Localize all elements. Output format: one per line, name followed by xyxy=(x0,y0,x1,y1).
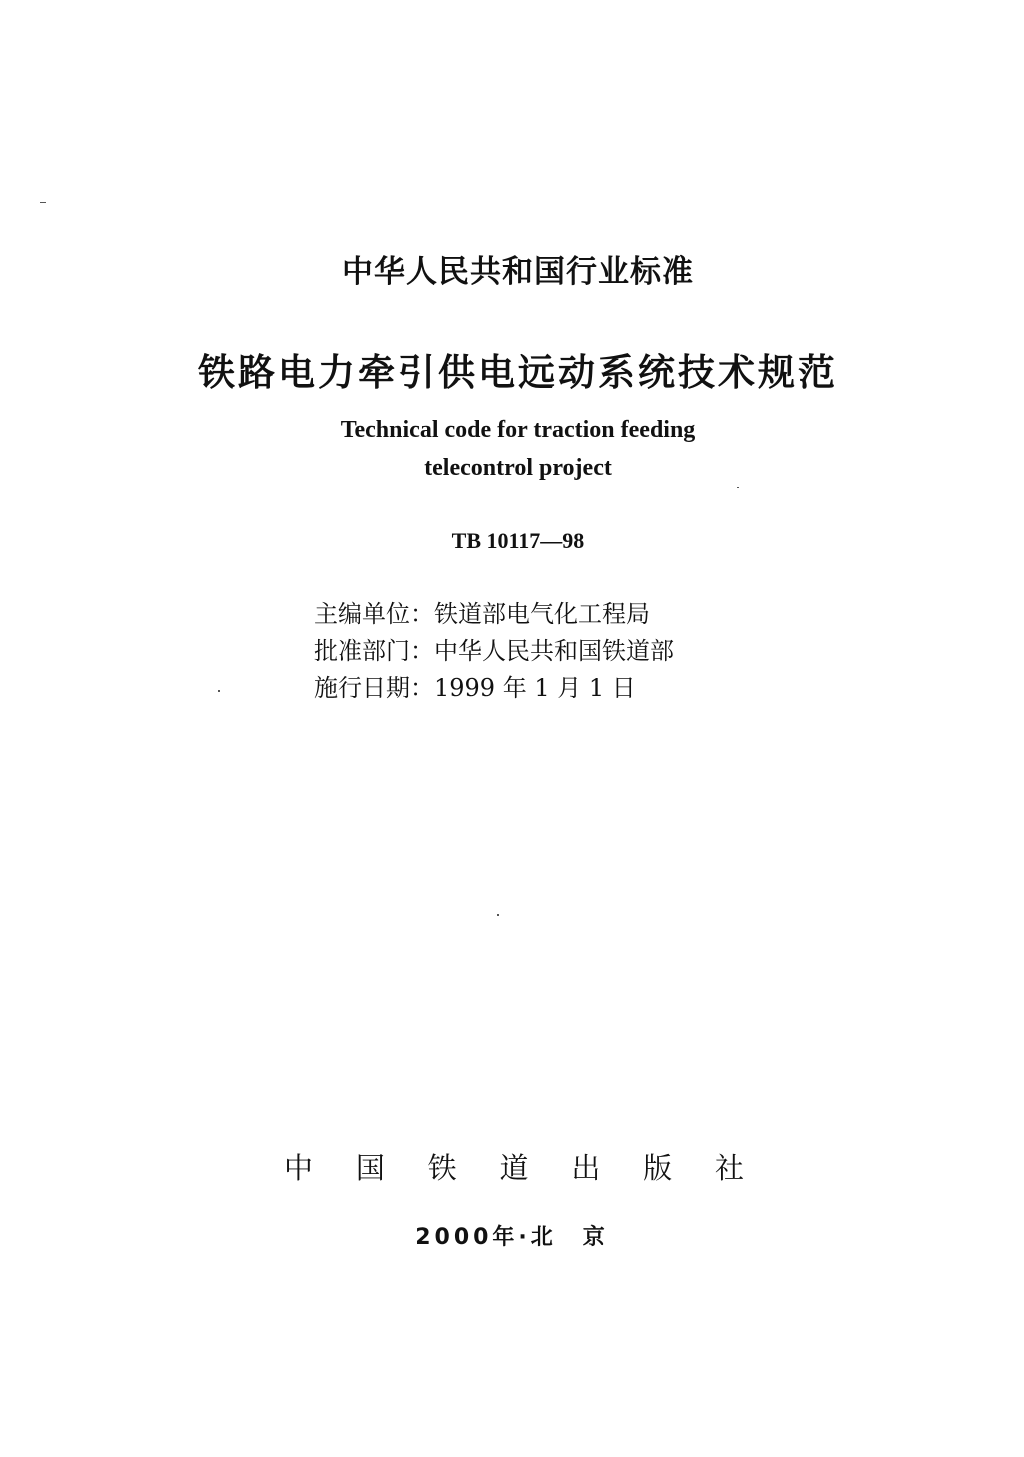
publisher-char: 国 xyxy=(355,1151,385,1185)
publisher-char: 出 xyxy=(571,1151,601,1185)
effective-date-value: 1999 年 1 月 1 日 xyxy=(434,674,636,702)
approval-department-value: 中华人民共和国铁道部 xyxy=(434,637,674,665)
document-title-en-line1: Technical code for traction feeding xyxy=(340,417,696,443)
editor-unit-label: 主编单位： xyxy=(314,600,434,628)
standard-number: TB 10117—98 xyxy=(451,528,585,553)
approval-department-label: 批准部门： xyxy=(314,637,434,665)
document-title-en-line2: telecontrol project xyxy=(424,455,612,481)
scan-speck xyxy=(218,690,220,692)
publisher-name xyxy=(284,1146,744,1187)
effective-date-row xyxy=(314,670,674,707)
publication-date-place: 2000年·北 京 xyxy=(415,1225,609,1250)
publisher-char: 中 xyxy=(284,1151,314,1185)
editor-unit-value: 铁道部电气化工程局 xyxy=(434,600,650,628)
publisher-char: 铁 xyxy=(427,1151,457,1185)
scan-speck xyxy=(737,487,739,488)
publisher-char: 社 xyxy=(714,1151,744,1185)
scan-speck xyxy=(40,202,46,203)
standard-category: 中华人民共和国行业标准 xyxy=(342,254,694,290)
publisher-char: 版 xyxy=(643,1151,673,1185)
document-title-cn: 铁路电力牵引供电远动系统技术规范 xyxy=(198,351,838,394)
publisher-char: 道 xyxy=(499,1151,529,1185)
editor-unit-row xyxy=(314,596,674,633)
metadata-block xyxy=(314,596,674,707)
approval-department-row xyxy=(314,633,674,670)
scan-speck xyxy=(497,914,499,916)
effective-date-label: 施行日期： xyxy=(314,674,434,702)
